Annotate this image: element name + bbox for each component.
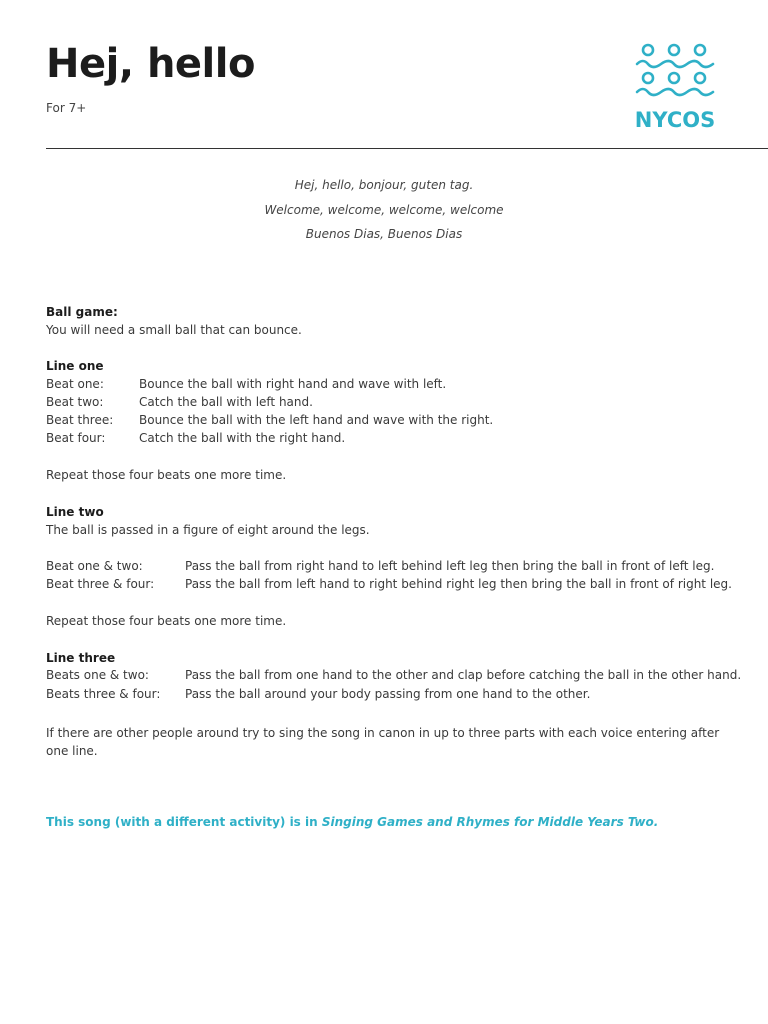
header-divider — [46, 148, 768, 149]
beat-label: Beat three: — [46, 413, 114, 427]
line-two-intro: The ball is passed in a figure of eight around the legs. — [46, 523, 370, 537]
line-two-heading: Line two — [46, 505, 104, 519]
nycos-logo — [634, 42, 716, 132]
beat-instruction: Bounce the ball with right hand and wave with left. — [139, 377, 447, 391]
beat-label: Beat two: — [46, 395, 104, 409]
repeat-note: Repeat those four beats one more time. — [46, 468, 287, 482]
lyric-line: Welcome, welcome, welcome, welcome — [264, 203, 504, 217]
beat-instruction: Catch the ball with left hand. — [139, 395, 313, 409]
beat-instruction: Bounce the ball with the left hand and wave with the right. — [139, 413, 494, 427]
age-subtitle: For 7+ — [46, 101, 87, 115]
beat-label: Beats three & four: — [46, 687, 161, 701]
credit-book-title: Singing Games and Rhymes for Middle Years Two. — [321, 815, 659, 829]
page-title: Hej, hello — [46, 41, 255, 87]
beat-instruction: Pass the ball from left hand to right behind right leg then bring the ball in front of right leg. — [185, 577, 732, 591]
canon-note: If there are other people around try to sing the song in canon in up to three parts with each voice entering after one line. — [46, 726, 720, 758]
lyric-line: Hej, hello, bonjour, guten tag. — [294, 178, 474, 192]
book-credit — [46, 815, 658, 829]
ball-game-heading: Ball game: — [46, 305, 118, 319]
beat-label: Beat one & two: — [46, 559, 143, 573]
beat-label: Beat three & four: — [46, 577, 155, 591]
beat-instruction: Pass the ball around your body passing from one hand to the other. — [185, 687, 591, 701]
beat-instruction: Pass the ball from right hand to left behind left leg then bring the ball in front of left leg. — [185, 559, 715, 573]
repeat-note: Repeat those four beats one more time. — [46, 614, 287, 628]
beat-label: Beat one: — [46, 377, 104, 391]
ball-game-intro: You will need a small ball that can bounce. — [46, 323, 302, 337]
beat-label: Beat four: — [46, 431, 106, 445]
line-three-heading: Line three — [46, 651, 116, 665]
lyric-line: Buenos Dias, Buenos Dias — [305, 227, 463, 241]
beat-instruction: Pass the ball from one hand to the other and clap before catching the ball in the other hand. — [185, 668, 742, 682]
logo-wordmark: NYCOS — [634, 108, 716, 132]
beat-label: Beats one & two: — [46, 668, 149, 682]
beat-instruction: Catch the ball with the right hand. — [139, 431, 346, 445]
line-one-heading: Line one — [46, 359, 104, 373]
credit-prefix: This song (with a different activity) is in — [46, 815, 322, 829]
